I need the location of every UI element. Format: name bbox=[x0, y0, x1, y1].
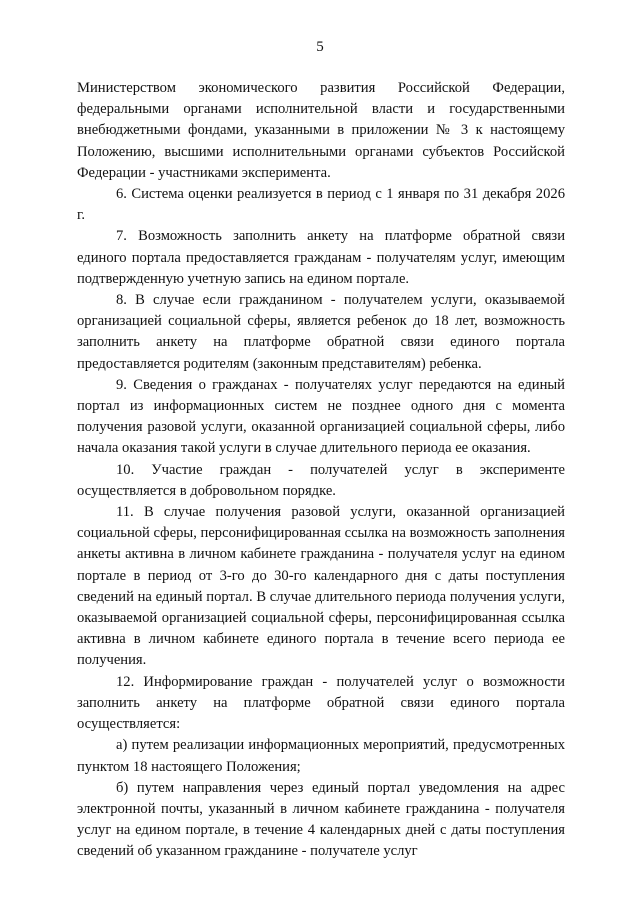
paragraph-12: 12. Информирование граждан - получателей услуг о возможности заполнить анкету на платформе обратной связи единого портала осуществляется: bbox=[77, 673, 565, 733]
paragraph-9: 9. Сведения о гражданах - получателях услуг передаются на единый портал из информационных систем не позднее одного дня с момента получения разовой услуги, оказанной организацией социальной сферы, либо начала оказания такой услуги в случае длительного периода ее оказания. bbox=[77, 376, 565, 457]
paragraph-12-a: а) путем реализации информационных мероприятий, предусмотренных пунктом 18 настоящего Положения; bbox=[77, 737, 565, 775]
document-body bbox=[77, 78, 565, 863]
paragraph-continuation: Министерством экономического развития Российской Федерации, федеральными органами исполнительной власти и государственными внебюджетными фондами, указанными в приложении № 3 к настоящему Положению, высшими исполнительными органами субъектов Российской Федерации - участниками эксперимента. bbox=[77, 80, 565, 181]
paragraph-11: 11. В случае получения разовой услуги, оказанной организацией социальной сферы, персонифицированная ссылка на возможность заполнения анкеты активна в личном кабинете гражданина - получателя услуг на едином портале в период от 3-го до 30-го календарного дня с даты поступления сведений на единый портал. В случае длительного периода получения услуги, оказываемой организацией социальной сферы, персонифицированная ссылка активна в личном кабинете единого портала в течение всего периода ее получения. bbox=[77, 504, 565, 669]
paragraph-7: 7. Возможность заполнить анкету на платформе обратной связи единого портала предоставляется гражданам - получателям услуг, имеющим подтвержденную учетную запись на едином портале. bbox=[77, 228, 565, 287]
page-number: 5 bbox=[316, 39, 324, 55]
paragraph-10: 10. Участие граждан - получателей услуг в эксперименте осуществляется в добровольном порядке. bbox=[77, 461, 565, 499]
paragraph-6: 6. Система оценки реализуется в период с 1 января по 31 декабря 2026 г. bbox=[77, 186, 565, 224]
paragraph-8: 8. В случае если гражданином - получателем услуги, оказываемой организацией социальной сферы, является ребенок до 18 лет, возможность заполнить анкету на платформе обратной связи единого портала предоставляется родителям (законным представителям) ребенка. bbox=[77, 292, 565, 372]
paragraph-12-b: б) путем направления через единый портал уведомления на адрес электронной почты, указанный в личном кабинете гражданина - получателя услуг на едином портале, в течение 4 календарных дней с даты поступления сведений об указанном гражданине - получателе услуг bbox=[77, 779, 565, 860]
